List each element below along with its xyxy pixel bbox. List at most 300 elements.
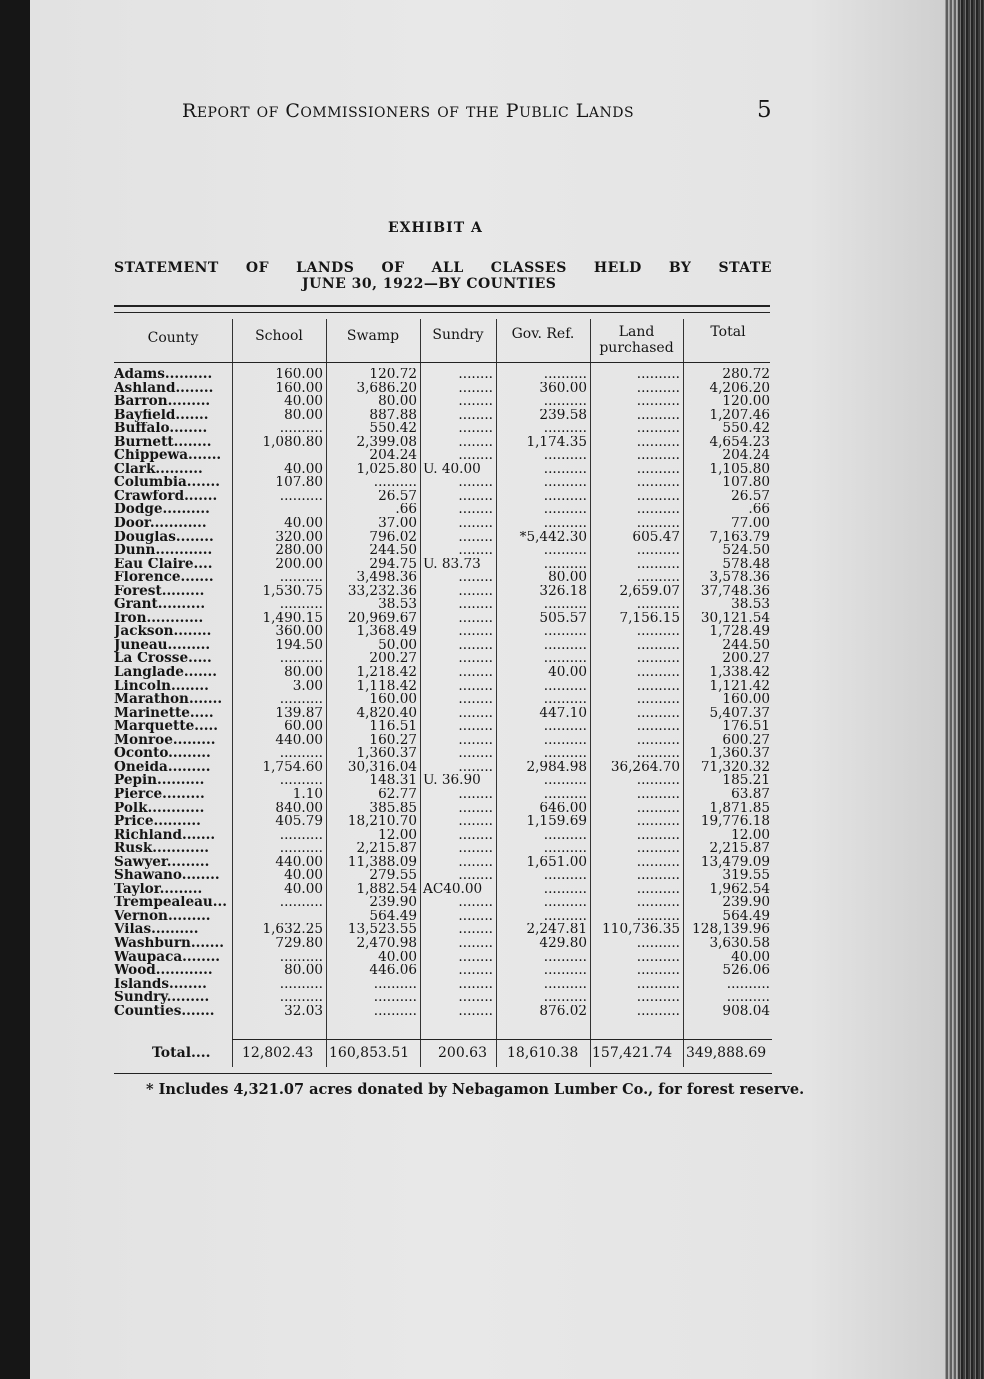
sundry-cell: ........ [458,571,493,585]
swamp-cell: 2,399.08 [356,435,417,450]
land-purchased-cell: .......... [636,747,680,761]
county-cell: Buffalo........ [114,422,208,436]
sundry-cell: ........ [458,1004,493,1019]
land-purchased-cell: .......... [636,517,680,531]
total-cell: .......... [726,977,770,992]
gov-ref-cell: 429.80 [539,936,587,951]
school-cell: 80.00 [284,666,323,680]
total-cell: 600.27 [722,733,770,748]
land-purchased-cell: .......... [636,733,680,748]
school-cell: 160.00 [275,368,323,382]
county-cell: Shawano........ [114,869,220,883]
total-cell: .66 [748,503,770,518]
school-cell: .......... [279,991,323,1005]
total-cell: 38.53 [731,598,770,612]
county-cell: Oconto......... [114,747,211,761]
gov-ref-cell: .......... [543,517,587,531]
swamp-cell: 30,316.04 [347,760,417,775]
land-purchased-cell: .......... [636,774,680,788]
sundry-cell: ........ [458,544,493,558]
school-cell [233,910,326,924]
gov-ref-cell: .......... [543,638,587,653]
swamp-cell: 3,498.36 [356,571,417,585]
school-column [233,368,326,1018]
county-cell: Columbia....... [114,476,220,490]
swamp-cell: 4,820.40 [356,706,417,721]
land-purchased-cell: 7,156.15 [619,611,680,626]
school-cell: 40.00 [284,462,323,477]
school-cell: 440.00 [275,855,323,870]
total-cell: 239.90 [722,896,770,910]
gov-ref-cell: 447.10 [539,706,587,721]
sundry-cell: ........ [458,801,493,816]
county-cell: Grant.......... [114,598,206,612]
land-purchased-cell: .......... [636,422,680,436]
total-cell: 524.50 [722,544,770,558]
land-purchased-cell: 110,736.35 [602,923,680,937]
swamp-cell: 18,210.70 [347,815,417,829]
gov-ref-cell: .......... [543,462,587,477]
swamp-cell: 279.55 [369,869,417,883]
land-purchased-cell: .......... [636,652,680,667]
gov-ref-column [497,368,590,1018]
swamp-cell: .......... [373,1004,417,1019]
land-purchased-cell: .......... [636,801,680,816]
total-cell: 185.21 [722,774,770,788]
total-cell: 1,962.54 [709,882,770,897]
school-cell: .......... [279,950,323,965]
county-cell: Oneida......... [114,760,211,775]
swamp-cell: 38.53 [378,598,417,612]
school-cell: 1,632.25 [262,923,323,937]
school-cell: 80.00 [284,964,323,978]
header-county: County [147,330,199,346]
sundry-cell: ........ [458,368,493,382]
swamp-cell: 244.50 [369,544,417,558]
total-gov-ref: 18,610.38 [507,1045,579,1061]
county-cell: Counties....... [114,1004,215,1019]
running-head-word: COMMISSIONERS [285,100,431,122]
total-cell: 77.00 [731,517,770,531]
header-rule [114,362,770,363]
swamp-cell: 446.06 [369,964,417,978]
county-cell: La Crosse..... [114,652,212,667]
total-cell: 280.72 [722,368,770,382]
swamp-cell: 13,523.55 [347,923,417,937]
county-cell: Jackson........ [114,625,212,639]
swamp-cell: 62.77 [378,787,417,802]
gov-ref-cell: 40.00 [548,666,587,680]
swamp-cell: 26.57 [378,489,417,504]
sundry-cell: ........ [458,679,493,694]
school-cell: .......... [279,842,323,856]
sundry-cell: U. 36.90 [423,774,481,788]
top-rule [114,305,770,307]
swamp-cell: 148.31 [369,774,417,788]
running-head-word: OF [437,105,460,121]
county-cell: Taylor......... [114,882,203,897]
school-cell: .......... [279,571,323,585]
county-cell: Crawford....... [114,489,218,504]
sundry-cell: ........ [458,435,493,450]
swamp-cell: 796.02 [369,530,417,545]
gov-ref-cell: .......... [543,896,587,910]
county-cell: Chippewa....... [114,449,222,463]
gov-ref-cell: .......... [543,842,587,856]
running-head-text [182,100,634,122]
running-head-word: THE [465,105,500,121]
sundry-cell: ........ [458,693,493,707]
total-cell: 107.80 [722,476,770,490]
statement-title-word: LANDS [296,260,355,276]
gov-ref-cell: .......... [543,652,587,667]
school-cell: 60.00 [284,720,323,734]
swamp-cell: 20,969.67 [347,611,417,626]
sundry-cell: ........ [458,828,493,843]
county-cell: Juneau......... [114,638,211,653]
sundry-cell: ........ [458,422,493,436]
swamp-cell: 1,218.42 [356,666,417,680]
land-purchased-column [591,368,683,1018]
gov-ref-cell: .......... [543,476,587,490]
swamp-cell: .66 [395,503,417,518]
swamp-cell: 294.75 [369,557,417,572]
school-cell: .......... [279,598,323,612]
total-cell: 12.00 [731,828,770,843]
sundry-cell: ........ [458,489,493,504]
land-purchased-cell: .......... [636,571,680,585]
total-cell: 1,338.42 [709,666,770,680]
sundry-cell: U. 40.00 [423,462,481,477]
land-purchased-cell: .......... [636,909,680,924]
county-cell: Douglas........ [114,530,214,545]
gov-ref-cell: 505.57 [539,611,587,626]
swamp-cell: 33,232.36 [347,584,417,599]
land-purchased-cell: .......... [636,395,680,409]
school-cell: 280.00 [275,544,323,558]
sundry-cell: ........ [458,964,493,978]
bottom-rule [114,1073,772,1074]
gov-ref-cell: 239.58 [539,408,587,423]
school-cell: 1,490.15 [262,611,323,626]
total-cell: 1,360.37 [709,747,770,761]
school-cell: .......... [279,747,323,761]
sundry-cell: ........ [458,652,493,667]
county-cell: Sawyer......... [114,855,210,870]
gov-ref-cell: .......... [543,909,587,924]
gov-ref-cell: 80.00 [548,571,587,585]
statement-title-word: STATE [718,260,772,276]
county-cell: Marinette..... [114,706,214,721]
sundry-cell: ........ [458,381,493,396]
total-cell: 244.50 [722,638,770,653]
school-cell: 320.00 [275,530,323,545]
county-cell: Langlade....... [114,666,218,680]
land-purchased-cell: .......... [636,828,680,843]
total-cell: 128,139.96 [692,923,770,937]
county-cell: Vernon......... [114,909,211,924]
swamp-cell: .......... [373,476,417,490]
school-cell [233,503,326,517]
school-cell: 40.00 [284,882,323,897]
sundry-cell: ........ [458,950,493,965]
total-cell: 1,121.42 [709,679,770,694]
county-cell: Florence....... [114,571,214,585]
header-land-purchased-line1: Land [618,324,655,340]
county-cell: Barron......... [114,395,211,409]
swamp-cell: 116.51 [369,720,417,734]
land-purchased-cell: .......... [636,842,680,856]
total-total: 349,888.69 [686,1045,767,1061]
land-purchased-cell: .......... [636,950,680,965]
gov-ref-cell: .......... [543,747,587,761]
gov-ref-cell: 1,651.00 [526,855,587,870]
gov-ref-cell: .......... [543,368,587,382]
swamp-cell: 50.00 [378,638,417,653]
land-purchased-cell: .......... [636,462,680,477]
gov-ref-cell: 2,984.98 [526,760,587,775]
land-purchased-cell: .......... [636,598,680,612]
school-cell: 32.03 [284,1004,323,1019]
sundry-cell: ........ [458,923,493,937]
totals-rule [232,1039,772,1040]
gov-ref-cell: .......... [543,774,587,788]
total-cell: 40.00 [731,950,770,965]
exhibit-title: EXHIBIT A [388,220,483,236]
land-purchased-cell: .......... [636,787,680,802]
school-cell: .......... [279,652,323,667]
header-sundry: Sundry [432,327,484,343]
land-purchased-cell: .......... [636,936,680,951]
sundry-cell: ........ [458,503,493,518]
county-cell: Price.......... [114,815,201,829]
land-purchased-cell: .......... [636,896,680,910]
school-cell: 440.00 [275,733,323,748]
county-cell: Dunn............ [114,544,213,558]
sundry-cell: ........ [458,733,493,748]
school-cell: 1.10 [292,787,323,802]
total-cell: 4,206.20 [709,381,770,396]
gov-ref-cell: 326.18 [539,584,587,599]
county-cell: Lincoln........ [114,679,209,694]
total-cell: 1,871.85 [709,801,770,816]
header-total: Total [710,324,746,340]
land-purchased-cell: .......... [636,666,680,680]
county-cell: Door............ [114,517,207,531]
total-column [684,368,773,1018]
school-cell: 729.80 [275,936,323,951]
school-cell: .......... [279,896,323,910]
total-cell: 5,407.37 [709,706,770,721]
sundry-cell: ........ [458,977,493,992]
school-cell: 840.00 [275,801,323,816]
total-cell: 19,776.18 [700,815,770,829]
school-cell: 160.00 [275,381,323,396]
school-cell: 200.00 [275,557,323,572]
land-purchased-cell: .......... [636,815,680,829]
land-purchased-cell: .......... [636,882,680,897]
gov-ref-cell: .......... [543,544,587,558]
statement-title-word: OF [381,260,405,276]
gov-ref-cell: .......... [543,869,587,883]
school-cell: .......... [279,489,323,504]
statement-title-word: STATEMENT [114,260,219,276]
gov-ref-cell: .......... [543,720,587,734]
header-gov-ref: Gov. Ref. [511,326,575,342]
swamp-cell: 385.85 [369,801,417,816]
sundry-cell: ........ [458,869,493,883]
gov-ref-cell: .......... [543,679,587,694]
sundry-cell: ........ [458,706,493,721]
county-cell: Burnett........ [114,435,212,450]
top-rule-thin [114,312,770,313]
swamp-cell: 160.00 [369,693,417,707]
gov-ref-cell: 360.00 [539,381,587,396]
statement-title-word: OF [245,260,270,276]
total-cell: 120.00 [722,395,770,409]
running-head [182,100,634,122]
swamp-cell: 12.00 [378,828,417,843]
sundry-cell: ........ [458,476,493,490]
swamp-cell: .......... [373,991,417,1005]
total-cell: 1,207.46 [709,408,770,423]
county-cell: Sundry......... [114,991,210,1005]
header-land-purchased-line2: purchased [599,340,674,356]
school-cell: 3.00 [292,679,323,694]
sundry-cell: ........ [458,611,493,626]
land-purchased-cell: .......... [636,693,680,707]
sundry-cell: ........ [458,842,493,856]
swamp-cell: 200.27 [369,652,417,667]
statement-title-line2: JUNE 30, 1922—BY COUNTIES [302,276,557,292]
county-cell: Forest......... [114,584,205,599]
total-cell: 564.49 [722,909,770,924]
gov-ref-cell: 1,159.69 [526,815,587,829]
gov-ref-cell: .......... [543,991,587,1005]
sundry-cell: ........ [458,991,493,1005]
land-purchased-cell: .......... [636,368,680,382]
swamp-cell: 40.00 [378,950,417,965]
land-purchased-cell: .......... [636,435,680,450]
running-head-word: PUBLIC [505,100,570,122]
total-cell: 550.42 [722,422,770,436]
land-purchased-cell: .......... [636,557,680,572]
land-purchased-cell: .......... [636,1004,680,1019]
swamp-cell: 1,882.54 [356,882,417,897]
land-purchased-cell: .......... [636,381,680,396]
sundry-cell: ........ [458,395,493,409]
total-cell: 578.48 [722,557,770,572]
swamp-cell: 80.00 [378,395,417,409]
land-purchased-cell: .......... [636,638,680,653]
statement-title-word: CLASSES [490,260,567,276]
land-purchased-cell: .......... [636,706,680,721]
county-cell: Vilas.......... [114,923,199,937]
land-purchased-cell: 36,264.70 [610,760,680,775]
total-cell: 71,320.32 [700,760,770,775]
gov-ref-cell: .......... [543,950,587,965]
page-edges [945,0,958,1379]
swamp-cell: 550.42 [369,422,417,436]
running-head-word: LANDS [575,100,635,122]
sundry-cell: ........ [458,666,493,680]
swamp-cell: 1,025.80 [356,462,417,477]
county-cell: Iron............ [114,611,204,626]
county-cell: Monroe......... [114,733,216,748]
school-cell: 139.87 [275,706,323,721]
land-purchased-cell: .......... [636,869,680,883]
sundry-cell: ........ [458,909,493,924]
land-purchased-cell: .......... [636,855,680,870]
total-cell: 1,105.80 [709,462,770,477]
school-cell: .......... [279,693,323,707]
gov-ref-cell: .......... [543,557,587,572]
school-cell: .......... [279,422,323,436]
swamp-cell: 120.72 [369,368,417,382]
county-cell: Pepin.......... [114,774,205,788]
gov-ref-cell: 1,174.35 [526,435,587,450]
total-cell: 37,748.36 [700,584,770,599]
sundry-cell: ........ [458,720,493,734]
county-cell: Eau Claire.... [114,557,213,572]
header-school: School [255,328,303,344]
total-cell: 2,215.87 [709,842,770,856]
statement-title-line1 [114,260,772,276]
gov-ref-cell: .......... [543,693,587,707]
gov-ref-cell: .......... [543,503,587,518]
school-cell: 405.79 [275,815,323,829]
gov-ref-cell: .......... [543,489,587,504]
swamp-cell: 887.88 [369,408,417,423]
sundry-cell: ........ [458,625,493,639]
total-cell: 200.27 [722,652,770,667]
gov-ref-cell: *5,442.30 [519,530,587,545]
swamp-cell: 564.49 [369,909,417,924]
total-cell: 526.06 [722,964,770,978]
land-purchased-cell: .......... [636,544,680,558]
total-cell: 176.51 [722,720,770,734]
total-cell: 3,578.36 [709,571,770,585]
sundry-cell: ........ [458,936,493,951]
land-purchased-cell: .......... [636,476,680,490]
statement-title-word: HELD [593,260,642,276]
county-cell: Waupaca........ [114,950,221,965]
school-cell: .......... [279,828,323,843]
county-cell: Dodge.......... [114,503,210,518]
sundry-cell: ........ [458,638,493,653]
sundry-cell: U. 83.73 [423,557,481,572]
swamp-cell: 11,388.09 [347,855,417,870]
sundry-cell: ........ [458,760,493,775]
total-cell: 63.87 [731,787,770,802]
total-sundry: 200.63 [438,1045,487,1061]
total-cell: 4,654.23 [709,435,770,450]
school-cell: 80.00 [284,408,323,423]
sundry-cell: ........ [458,408,493,423]
county-cell: Islands........ [114,977,207,992]
gov-ref-cell: .......... [543,449,587,463]
county-cell: Marquette..... [114,720,218,734]
county-cell: Clark.......... [114,462,203,477]
header-land-purchased [590,324,683,356]
county-cell: Adams.......... [114,368,213,382]
county-cell: Marathon....... [114,693,223,707]
total-swamp: 160,853.51 [329,1045,410,1061]
gov-ref-cell: .......... [543,964,587,978]
swamp-cell: 204.24 [369,449,417,463]
swamp-cell: .......... [373,977,417,992]
swamp-cell: 2,215.87 [356,842,417,856]
